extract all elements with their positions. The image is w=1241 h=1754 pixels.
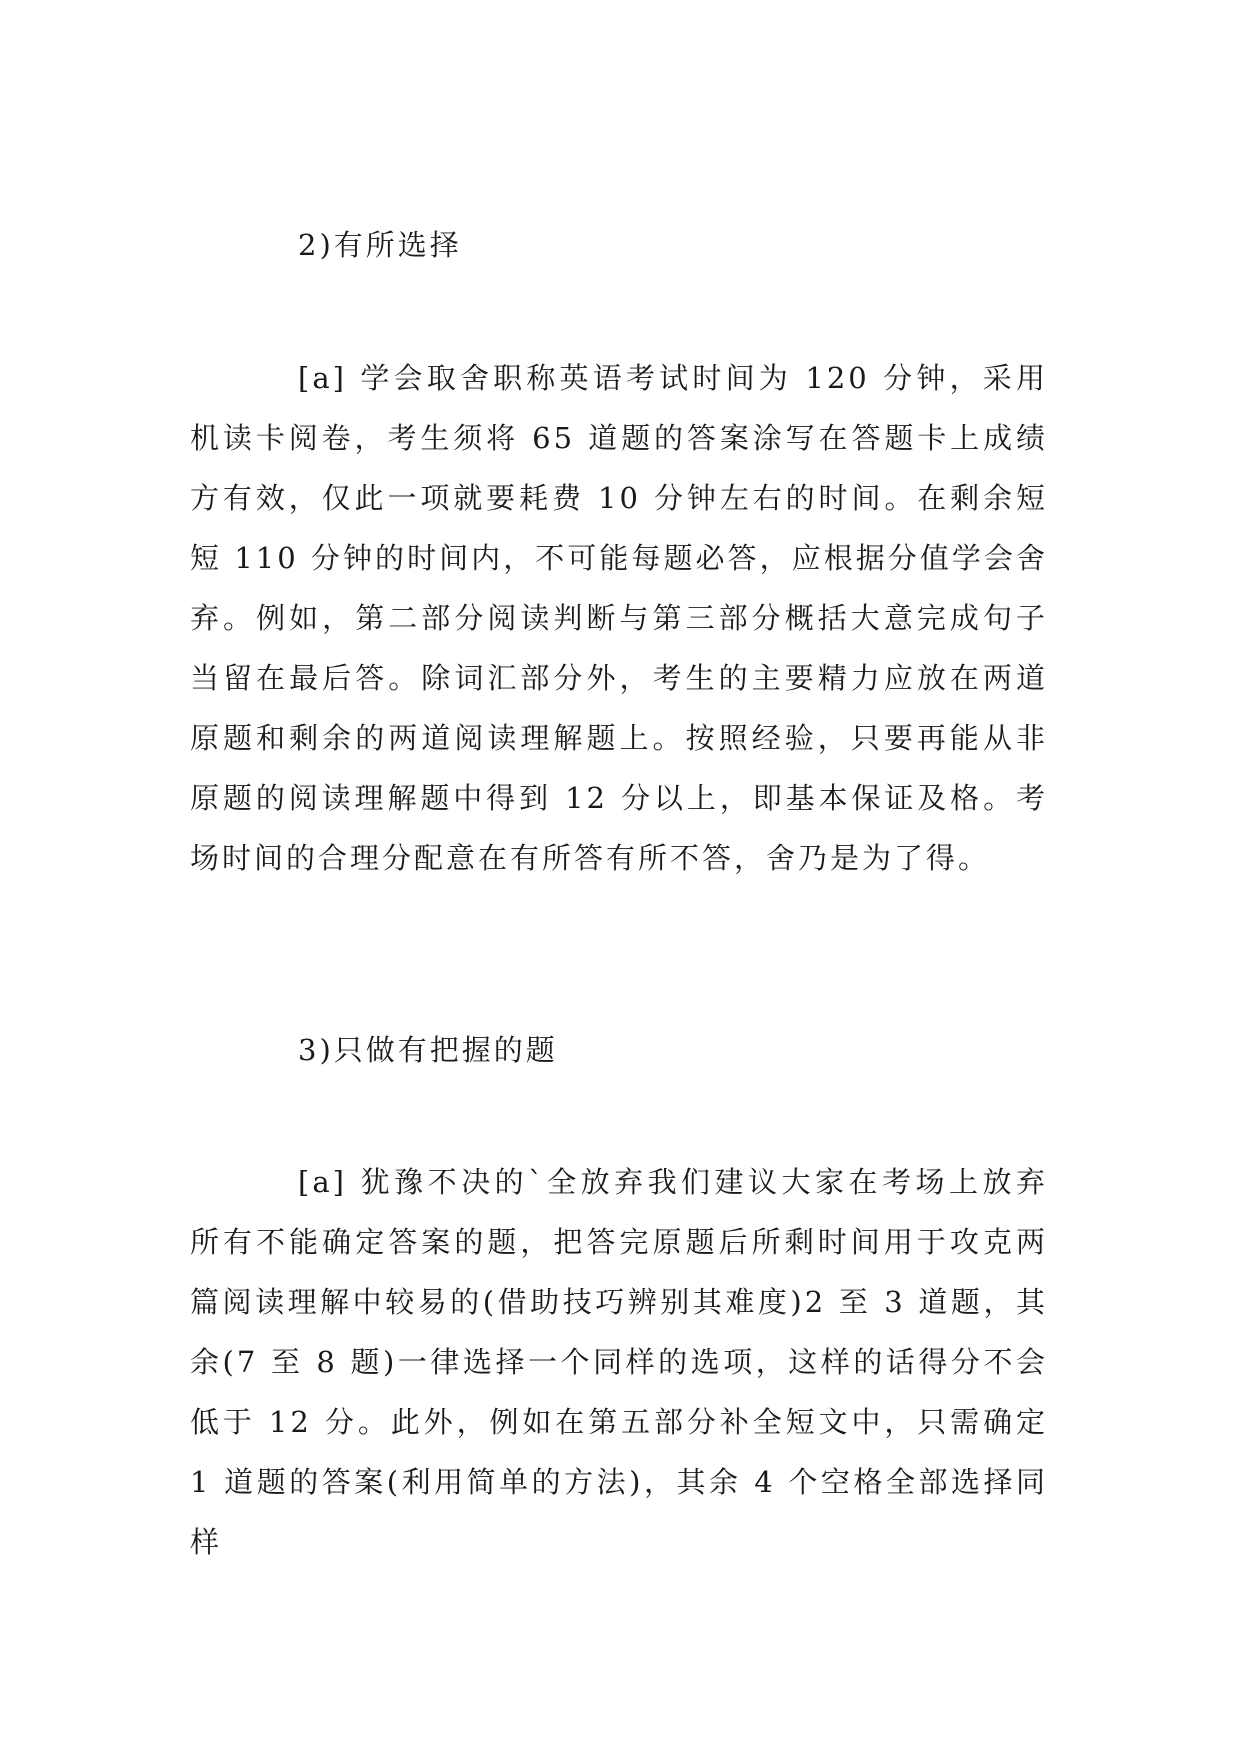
- section-paragraph-2: [a] 学会取舍职称英语考试时间为 120 分钟，采用机读卡阅卷，考生须将 65 道题的答案涂写在答题卡上成绩方有效，仅此一项就要耗费 10 分钟左右的时间。在剩余短短 110 分钟的时间内，不可能每题必答，应根据分值学会舍弃。例如，第二部分阅读判断与第三部分概括大意完成句子当留在最后答。除词汇部分外，考生的主要精力应放在两道原题和剩余的两道阅读理解题上。按照经验，只要再能从非原题的阅读理解题中得到 12 分以上，即基本保证及格。考场时间的合理分配意在有所答有所不答，舍乃是为了得。: [190, 361, 1048, 875]
- section-heading-3: 3)只做有把握的题: [298, 1033, 558, 1067]
- section-heading-2: 2)有所选择: [298, 228, 462, 262]
- section-paragraph-3: [a] 犹豫不决的`全放弃我们建议大家在考场上放弃所有不能确定答案的题，把答完原题后所剩时间用于攻克两篇阅读理解中较易的(借助技巧辨别其难度)2 至 3 道题，其余(7 至 8 题)一律选择一个同样的选项，这样的话得分不会低于 12 分。此外，例如在第五部分补全短文中，只需确定 1 道题的答案(利用简单的方法)，其余 4 个空格全部选择同样: [190, 1165, 1048, 1559]
